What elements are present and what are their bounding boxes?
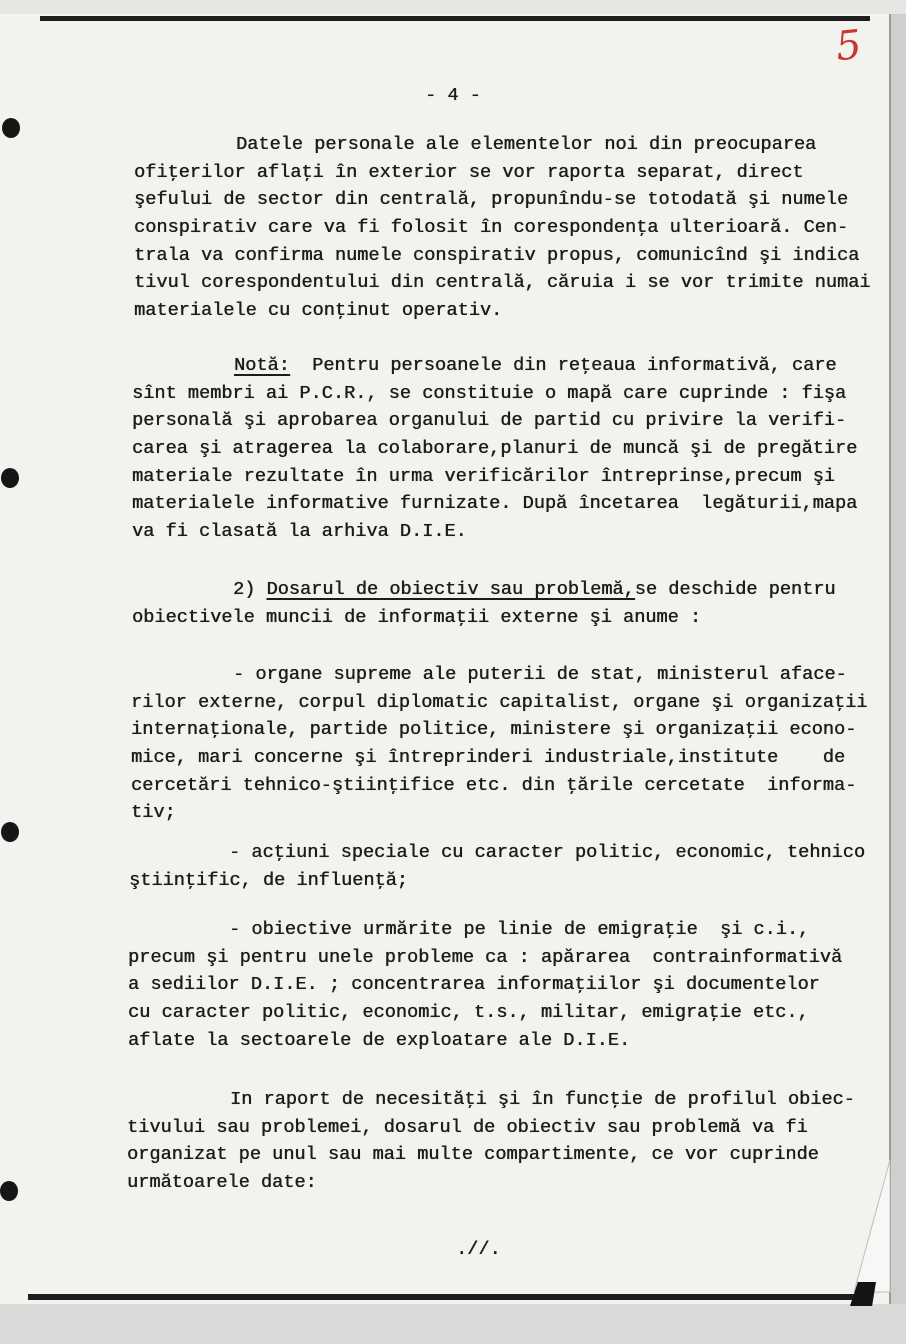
text-line bbox=[132, 576, 836, 604]
punch-hole-icon bbox=[1, 468, 19, 488]
note-first-line: Pentru persoanele din reţeaua informativă, care bbox=[289, 355, 837, 376]
text-line: şefului de sector din centrală, propunîndu-se totodată şi numele bbox=[134, 189, 849, 211]
punch-hole-icon bbox=[2, 118, 20, 138]
paragraph-closing bbox=[127, 1086, 855, 1197]
text-line: - obiective urmărite pe linie de emigraţie şi c.i., bbox=[229, 919, 810, 940]
footer-text: .//. bbox=[456, 1239, 501, 1260]
text-line: ştiinţific, de influenţă; bbox=[129, 869, 408, 891]
text-line: precum şi pentru unele probleme ca : apărarea contrainformativă bbox=[128, 946, 843, 968]
text-line: conspirativ care va fi folosit în corespondenţa ulterioară. Cen- bbox=[134, 217, 849, 239]
bottom-edge-rule bbox=[28, 1294, 856, 1300]
scanner-top-strip bbox=[0, 0, 906, 14]
text-line: cu caracter politic, economic, t.s., militar, emigraţie etc., bbox=[128, 1002, 809, 1024]
section-title: Dosarul de obiectiv sau problemă, bbox=[266, 579, 635, 600]
page-number-text: - 4 - bbox=[425, 85, 481, 106]
right-page-edge bbox=[889, 14, 906, 1304]
text-line: materialele informative furnizate. După încetarea legăturii,mapa bbox=[132, 493, 858, 515]
punch-hole-icon bbox=[1, 822, 19, 842]
text-line: materialele cu conţinut operativ. bbox=[134, 300, 503, 322]
text-line: cercetări tehnico-ştiinţifice etc. din ţările cercetate informa- bbox=[131, 774, 857, 796]
text-line: obiectivele muncii de informaţii externe şi anume : bbox=[132, 606, 702, 628]
text-line: - organe supreme ale puterii de stat, ministerul aface- bbox=[233, 664, 847, 685]
page-number bbox=[425, 82, 481, 110]
text-line: rilor externe, corpul diplomatic capitalist, organe şi organizaţii bbox=[131, 691, 868, 713]
handwritten-page-mark: 5 bbox=[833, 21, 864, 71]
text-line: ofiţerilor aflaţi în exterior se vor raporta separat, direct bbox=[134, 161, 804, 183]
paragraph-personal-data bbox=[134, 131, 870, 325]
item-number: 2) bbox=[233, 579, 267, 600]
text-line: trala va confirma numele conspirativ propus, comunicînd şi indica bbox=[134, 244, 860, 266]
text-line: carea şi atragerea la colaborare,planuri de muncă şi de pregătire bbox=[132, 438, 858, 460]
text-line: personală şi aprobarea organului de partid cu privire la verifi- bbox=[132, 410, 847, 432]
text-line: internaţionale, partide politice, ministere şi organizaţii econo- bbox=[131, 719, 857, 741]
note-label: Notă: bbox=[234, 355, 290, 376]
top-edge-rule bbox=[40, 16, 870, 21]
text-line bbox=[132, 352, 857, 380]
text-line: - acţiuni speciale cu caracter politic, economic, tehnico bbox=[229, 842, 866, 863]
text-line: tivului sau problemei, dosarul de obiectiv sau problemă va fi bbox=[127, 1116, 808, 1138]
text-line: mice, mari concerne şi întreprinderi industriale,institute de bbox=[131, 747, 846, 769]
text-line: sînt membri ai P.C.R., se constituie o mapă care cuprinde : fişa bbox=[132, 382, 847, 404]
text-line: a sediilor D.I.E. ; concentrarea informaţiilor şi documentelor bbox=[128, 974, 820, 996]
text-line: In raport de necesităţi şi în funcţie de profilul obiec- bbox=[230, 1089, 855, 1110]
text-line: va fi clasată la arhiva D.I.E. bbox=[132, 521, 467, 543]
text-line: tiv; bbox=[131, 802, 176, 824]
punch-hole-icon bbox=[0, 1181, 18, 1201]
item-first-line: se deschide pentru bbox=[634, 579, 836, 600]
paragraph-item-2 bbox=[132, 576, 836, 631]
continuation-mark bbox=[456, 1236, 501, 1264]
list-item-bullet-3 bbox=[128, 916, 842, 1054]
text-line: materiale rezultate în urma verificărilor întreprinse,precum şi bbox=[132, 465, 835, 487]
text-line: aflate la sectoarele de exploatare ale D.I.E. bbox=[128, 1029, 631, 1051]
list-item-bullet-1 bbox=[131, 661, 867, 827]
text-line: următoarele date: bbox=[127, 1172, 317, 1194]
text-line: tivul corespondentului din centrală, căruia i se vor trimite numai bbox=[134, 272, 871, 294]
text-line: organizat pe unul sau mai multe compartimente, ce vor cuprinde bbox=[127, 1144, 819, 1166]
list-item-bullet-2 bbox=[129, 839, 865, 894]
paragraph-note bbox=[132, 352, 857, 546]
text-line: Datele personale ale elementelor noi din preocuparea bbox=[236, 134, 817, 155]
